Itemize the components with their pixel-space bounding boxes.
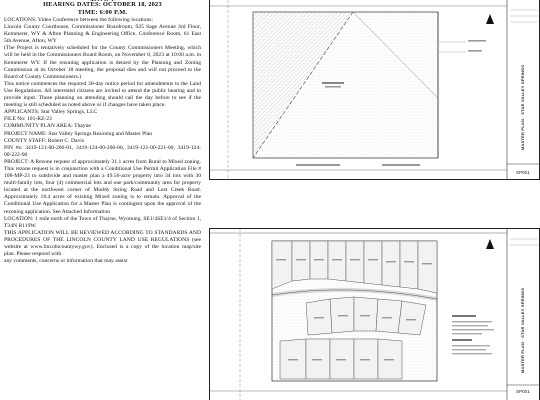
pin-line: PIN #s: 3419-121-00-206-01, 3419-124-00-206-00, 3419-121-00-221-00, 3419-124-00-222-00 (4, 144, 201, 158)
notice-paragraph: (The Project is tentatively scheduled for the County Commissioners Meeting, which will be held in the Commissioners Board Room, on November 8, 2023 at 10:00 a.m. in Kemmerer WY. If the rezoning application is denied by the Planning and Zoning Commission at its October 18 meeting, the proposal dies and will not proceed to the Board of County Commissioners.) (4, 45, 201, 80)
north-arrow-icon (486, 239, 494, 249)
sheet-number: SP001 (516, 170, 530, 175)
project-description: PROJECT: A Rezone request of approximately 31.1 acres from Rural to Mixed zoning. This rezone request is in conjunction with a Conditional Use Permit Application File # 108-MP-23 to subdivide and master plan a 49.56-acre property into 34 lots with 30 multi-family lots, four (4) commercial lots and one park/community area for property located at the northwest corner of Muddy String Road and Lost Creek Road. Approximately 18.4 acres of existing Mixed zoning is to remain. Approval of the Conditional Use Application for a Master Plan is contingent upon the approval of the rezoning application. See Attached Information (4, 158, 201, 215)
comments-line: any comments, concerns or information that may assist (4, 258, 128, 265)
public-hearing-notice (0, 0, 205, 400)
project-name-line: PROJECT NAME: Star Valley Springs Rezoning and Master Plan (4, 130, 153, 137)
county-staff-line: COUNTY STAFF: Robert C. Davis (4, 137, 84, 144)
master-plan-sheet (209, 228, 540, 400)
site-plan-drawing (210, 0, 540, 180)
notice-paragraph: LOCATIONS: Video Conference between the following locations: (4, 17, 154, 23)
notice-paragraph: Lincoln County Courthouse, Commissioner Boardroom, 925 Sage Avenue 3rd Floor, Kemmerer, WY & Afton Planning & Engineering Office, Conference Room, 61 East 5th Avenue, Afton, WY (4, 24, 201, 45)
hearing-time: TIME: 6:00 P.M. (77, 9, 128, 16)
applicants-line: APPLICANTS: Star Valley Springs, LLC (4, 109, 98, 116)
title-block-project: MASTER PLAN · STAR VALLEY SPRINGS (520, 287, 525, 373)
legend-block (452, 315, 494, 354)
review-statement: THIS APPLICATION WILL BE REVIEWED ACCORDING TO STANDARDS AND PROCEDURES OF THE LINCOLN COUNTY LAND USE REGULATIONS (see website at www.lincolncountywy.gov). Enclosed is a copy of the location map/site plan. Please respond with (4, 229, 201, 258)
location-line: LOCATION: 1 mile north of the Town of Thayne, Wyoming. SE1/4SE1/4 of Section 1, T34N R119W. (4, 215, 201, 229)
notice-paragraph: This notice commences the required 30-day notice period for amendments to the Land Use Regulations. All interested citizens are invited to attend the public hearing and to provide input. Those planning on attending should call the day before to see if the meeting is still scheduled as noted above or if changes have taken place. (4, 80, 201, 109)
file-number-line: FILE No: 101-RZ-23 (4, 116, 52, 123)
master-plan-drawing (210, 229, 540, 400)
sheet-number: SP001 (516, 389, 530, 394)
plan-sheets (209, 0, 540, 400)
site-plan-sheet (209, 0, 540, 180)
title-block-project: MASTER PLAN · STAR VALLEY SPRINGS (520, 64, 525, 150)
hearing-dates: HEARING DATES: OCTOBER 18, 2023 (43, 1, 162, 8)
north-arrow-icon (486, 14, 494, 24)
community-plan-line: COMMUNITY PLAN AREA: Thayne (4, 123, 91, 130)
